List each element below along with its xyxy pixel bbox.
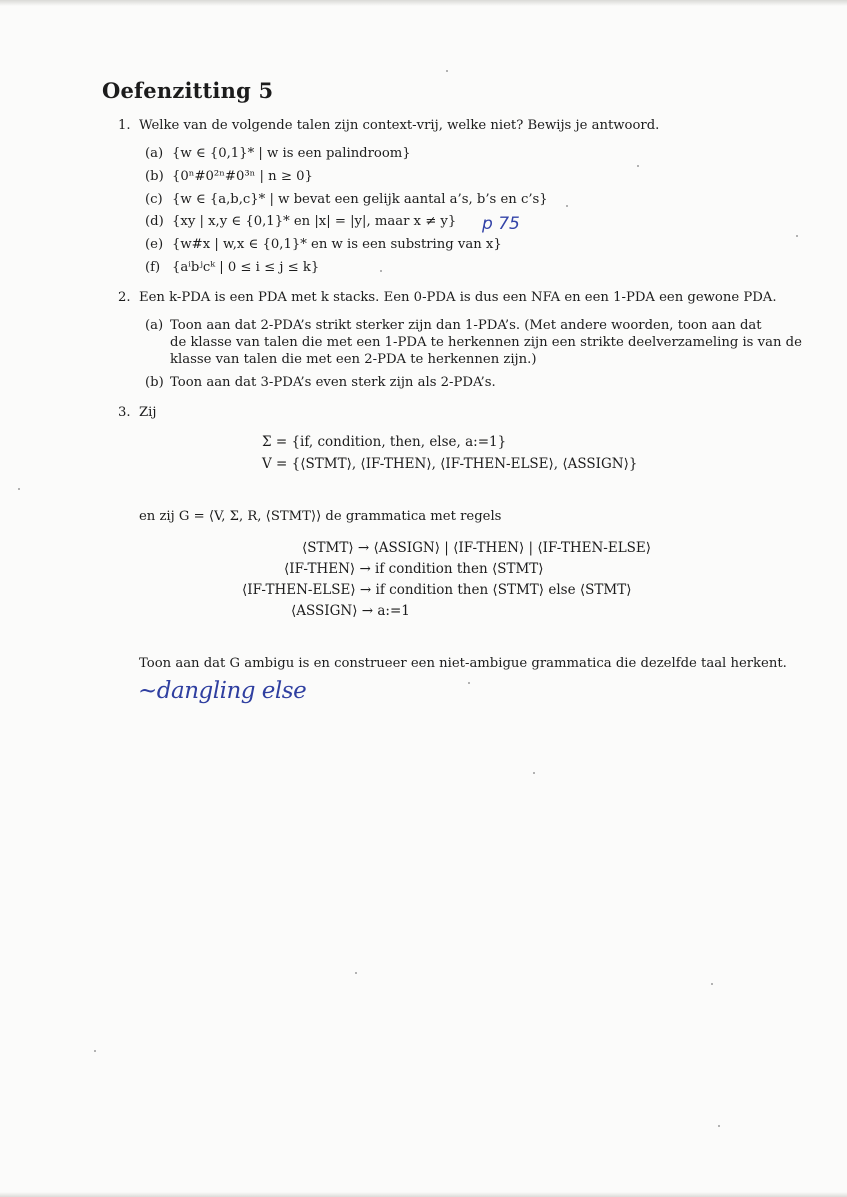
sigma-definition: Σ = {if, condition, then, else, a:=1}	[262, 434, 507, 450]
q2-text: Een k-PDA is een PDA met k stacks. Een 0-PDA is dus een NFA en een 1-PDA een gewone PDA.	[139, 290, 777, 305]
scan-speck	[468, 682, 470, 684]
scan-top-edge	[0, 0, 847, 6]
rule-if-then-else: ⟨IF-THEN-ELSE⟩ → if condition then ⟨STMT⟩ else ⟨STMT⟩	[242, 582, 632, 598]
handwritten-dangling-else: ~dangling else	[138, 678, 307, 704]
q1-item-f-label: (f)	[145, 260, 161, 275]
q1-item-f: {aⁱbʲcᵏ | 0 ≤ i ≤ j ≤ k}	[172, 260, 320, 275]
grammar-intro: en zij G = ⟨V, Σ, R, ⟨STMT⟩⟩ de grammatica met regels	[139, 509, 502, 524]
v-definition: V = {⟨STMT⟩, ⟨IF-THEN⟩, ⟨IF-THEN-ELSE⟩, ⟨ASSIGN⟩}	[262, 456, 638, 472]
q1-item-c-label: (c)	[145, 192, 163, 207]
q1-item-b-label: (b)	[145, 169, 164, 184]
scan-speck	[637, 165, 639, 167]
scan-speck	[446, 70, 448, 72]
scan-speck	[533, 772, 535, 774]
scan-speck	[796, 235, 798, 237]
q1-text: Welke van de volgende talen zijn context-vrij, welke niet? Bewijs je antwoord.	[139, 118, 660, 133]
q1-item-b: {0ⁿ#0²ⁿ#0³ⁿ | n ≥ 0}	[172, 169, 313, 184]
q3-task: Toon aan dat G ambigu is en construeer een niet-ambigue grammatica die dezelfde taal herkent.	[139, 656, 787, 671]
scan-speck	[18, 488, 20, 490]
q1-item-e-label: (e)	[145, 237, 164, 252]
q3-number: 3.	[118, 405, 131, 420]
q1-item-a-label: (a)	[145, 146, 164, 161]
handwritten-page-ref: p 75	[482, 214, 520, 234]
rule-stmt: ⟨STMT⟩ → ⟨ASSIGN⟩ | ⟨IF-THEN⟩ | ⟨IF-THEN-ELSE⟩	[302, 540, 652, 556]
scan-speck	[711, 983, 713, 985]
rule-assign: ⟨ASSIGN⟩ → a:=1	[291, 603, 410, 619]
q1-number: 1.	[118, 118, 131, 133]
q1-item-a: {w ∈ {0,1}* | w is een palindroom}	[172, 146, 411, 161]
q2-item-a-line1: Toon aan dat 2-PDA’s strikt sterker zijn dan 1-PDA’s. (Met andere woorden, toon aan dat	[170, 318, 762, 333]
scan-speck	[566, 205, 568, 207]
q1-item-d: {xy | x,y ∈ {0,1}* en |x| = |y|, maar x ≠ y}	[172, 214, 457, 229]
rule-if-then: ⟨IF-THEN⟩ → if condition then ⟨STMT⟩	[284, 561, 544, 577]
q2-item-a-line2: de klasse van talen die met een 1-PDA te herkennen zijn een strikte deelverzameling is van de	[170, 335, 802, 350]
q2-item-b-label: (b)	[145, 375, 164, 390]
q2-item-a-line3: klasse van talen die met een 2-PDA te herkennen zijn.)	[170, 352, 537, 367]
page-title: Oefenzitting 5	[102, 78, 274, 103]
q2-number: 2.	[118, 290, 131, 305]
q1-item-d-label: (d)	[145, 214, 164, 229]
scan-speck	[380, 270, 382, 272]
q1-item-c: {w ∈ {a,b,c}* | w bevat een gelijk aantal a’s, b’s en c’s}	[172, 192, 548, 207]
scan-speck	[718, 1125, 720, 1127]
q2-item-b: Toon aan dat 3-PDA’s even sterk zijn als 2-PDA’s.	[170, 375, 496, 390]
scan-speck	[94, 1050, 96, 1052]
scan-speck	[355, 972, 357, 974]
scan-bottom-edge	[0, 1192, 847, 1197]
q3-intro: Zij	[139, 405, 157, 420]
q1-item-e: {w#x | w,x ∈ {0,1}* en w is een substring van x}	[172, 237, 502, 252]
q2-item-a-label: (a)	[145, 318, 164, 333]
